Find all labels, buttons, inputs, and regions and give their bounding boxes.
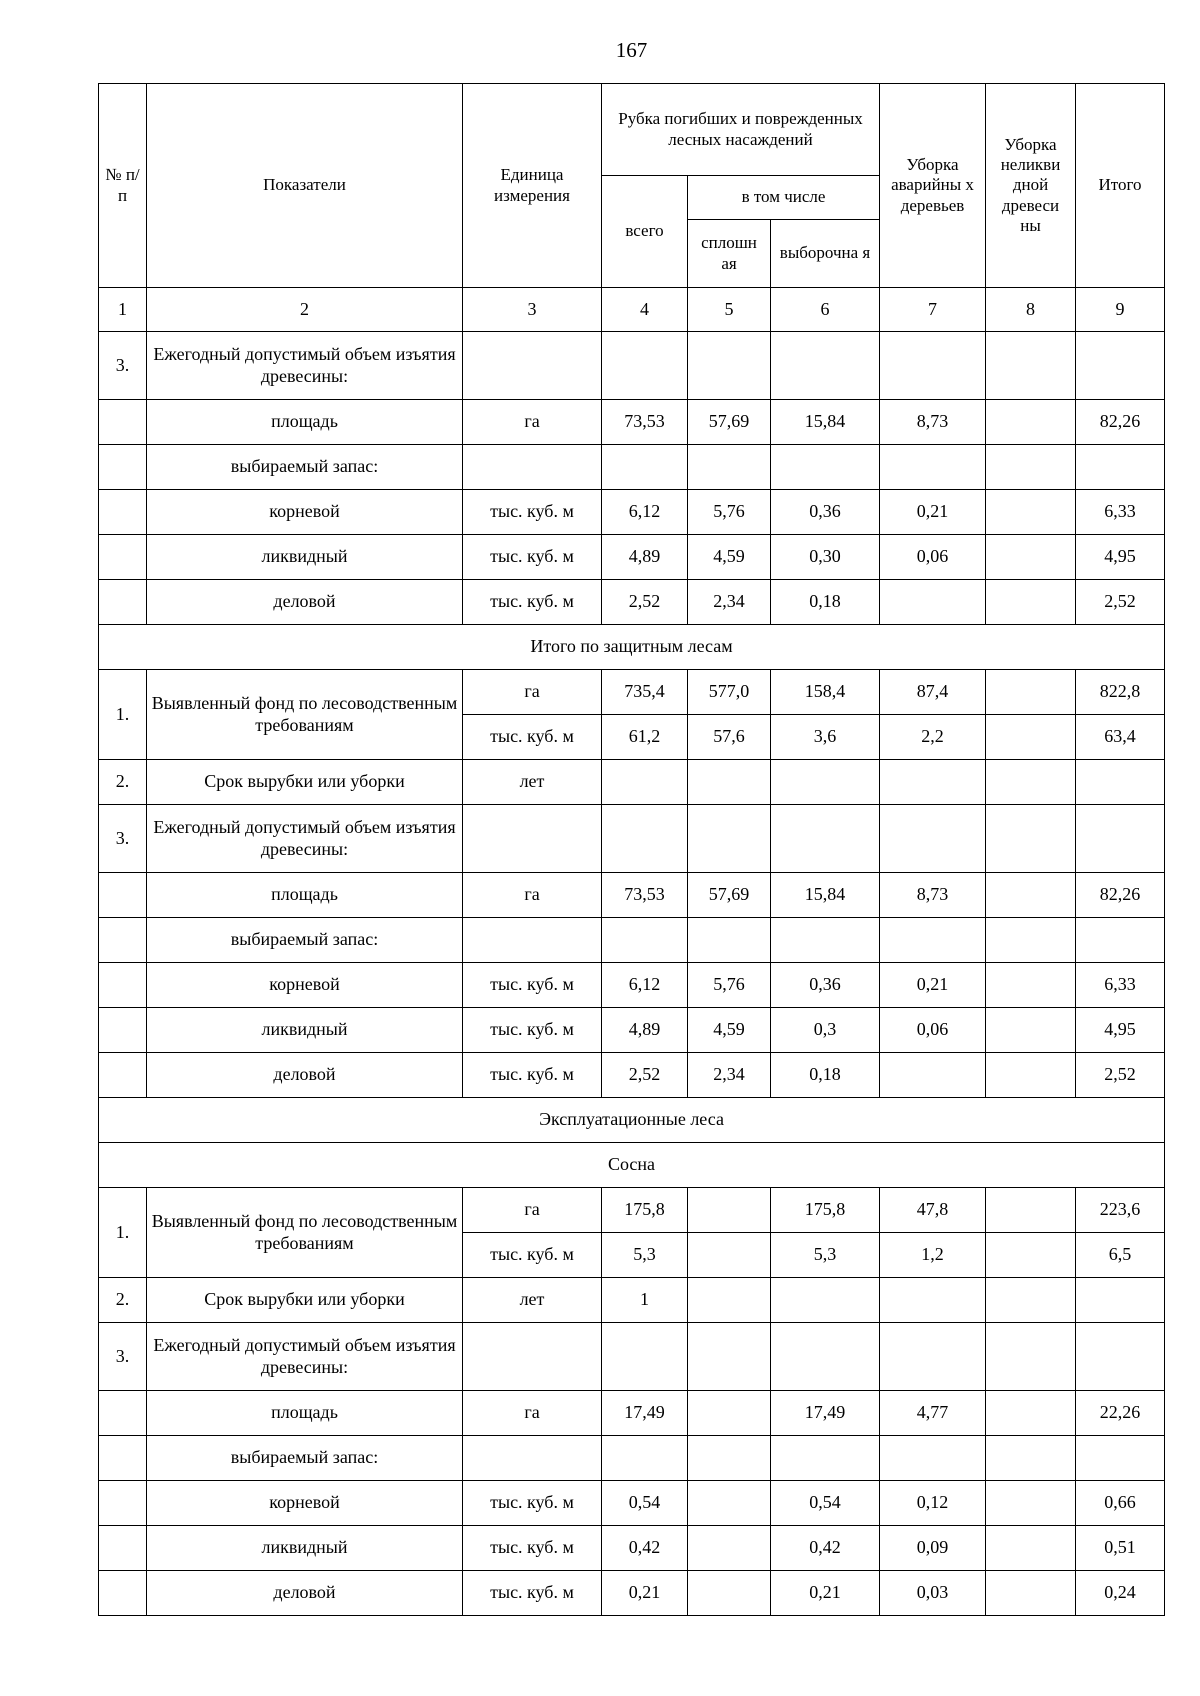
value-emergency: 0,21 <box>880 963 986 1008</box>
table-row <box>99 670 1165 715</box>
value-total: 17,49 <box>602 1391 688 1436</box>
row-number: 1. <box>99 670 147 760</box>
row-label: Ежегодный допустимый объем изъятия древесины: <box>147 805 463 873</box>
row-label: корневой <box>147 490 463 535</box>
column-number: 6 <box>771 288 880 332</box>
row-number <box>99 400 147 445</box>
value-total <box>602 332 688 400</box>
value-clear <box>688 332 771 400</box>
value-illiquid <box>986 1436 1076 1481</box>
value-illiquid <box>986 1053 1076 1098</box>
row-unit <box>463 1436 602 1481</box>
value-itogo: 822,8 <box>1076 670 1165 715</box>
row-number <box>99 580 147 625</box>
row-label: Ежегодный допустимый объем изъятия древесины: <box>147 1323 463 1391</box>
value-illiquid <box>986 1481 1076 1526</box>
value-clear <box>688 1233 771 1278</box>
row-unit <box>463 445 602 490</box>
value-selective: 175,8 <box>771 1188 880 1233</box>
value-selective <box>771 760 880 805</box>
row-number: 3. <box>99 805 147 873</box>
row-unit: тыс. куб. м <box>463 1481 602 1526</box>
column-number: 4 <box>602 288 688 332</box>
value-illiquid <box>986 445 1076 490</box>
value-emergency: 0,06 <box>880 535 986 580</box>
table-row <box>99 490 1165 535</box>
row-label: выбираемый запас: <box>147 918 463 963</box>
column-number: 8 <box>986 288 1076 332</box>
value-itogo <box>1076 805 1165 873</box>
value-total <box>602 1436 688 1481</box>
value-itogo <box>1076 918 1165 963</box>
header-felling: Рубка погибших и поврежденных лесных насаждений <box>602 84 880 176</box>
row-label: ликвидный <box>147 1526 463 1571</box>
value-clear: 2,34 <box>688 1053 771 1098</box>
row-label: ликвидный <box>147 1008 463 1053</box>
value-emergency <box>880 445 986 490</box>
row-number <box>99 1571 147 1616</box>
value-total: 735,4 <box>602 670 688 715</box>
value-itogo: 6,33 <box>1076 490 1165 535</box>
value-illiquid <box>986 332 1076 400</box>
row-number <box>99 490 147 535</box>
row-unit: лет <box>463 760 602 805</box>
value-itogo: 223,6 <box>1076 1188 1165 1233</box>
value-itogo <box>1076 1436 1165 1481</box>
row-unit: тыс. куб. м <box>463 963 602 1008</box>
value-clear: 57,6 <box>688 715 771 760</box>
value-itogo: 22,26 <box>1076 1391 1165 1436</box>
row-unit <box>463 918 602 963</box>
table-row <box>99 400 1165 445</box>
value-illiquid <box>986 1188 1076 1233</box>
value-emergency <box>880 760 986 805</box>
value-clear <box>688 445 771 490</box>
row-unit: тыс. куб. м <box>463 535 602 580</box>
value-illiquid <box>986 1526 1076 1571</box>
table-row <box>99 332 1165 400</box>
table-row <box>99 1323 1165 1391</box>
forest-table <box>98 83 1165 1616</box>
row-unit: тыс. куб. м <box>463 1571 602 1616</box>
value-emergency: 0,06 <box>880 1008 986 1053</box>
column-number: 2 <box>147 288 463 332</box>
header-unit: Единица измерения <box>463 84 602 288</box>
row-unit: тыс. куб. м <box>463 1008 602 1053</box>
row-number <box>99 963 147 1008</box>
value-clear: 4,59 <box>688 1008 771 1053</box>
header-total-felling: всего <box>602 176 688 288</box>
row-number <box>99 918 147 963</box>
value-illiquid <box>986 1323 1076 1391</box>
row-label: Ежегодный допустимый объем изъятия древесины: <box>147 332 463 400</box>
row-unit: тыс. куб. м <box>463 1053 602 1098</box>
row-unit: тыс. куб. м <box>463 715 602 760</box>
header-emergency: Уборка аварийны х деревьев <box>880 84 986 288</box>
value-emergency: 87,4 <box>880 670 986 715</box>
value-clear <box>688 1391 771 1436</box>
value-selective: 0,42 <box>771 1526 880 1571</box>
value-emergency: 47,8 <box>880 1188 986 1233</box>
value-selective: 5,3 <box>771 1233 880 1278</box>
value-emergency: 0,03 <box>880 1571 986 1616</box>
value-selective <box>771 1323 880 1391</box>
value-itogo <box>1076 332 1165 400</box>
table-row <box>99 1481 1165 1526</box>
value-clear <box>688 760 771 805</box>
value-emergency <box>880 1323 986 1391</box>
header-itogo: Итого <box>1076 84 1165 288</box>
row-number <box>99 1008 147 1053</box>
row-unit: га <box>463 400 602 445</box>
value-emergency <box>880 1278 986 1323</box>
row-unit: га <box>463 1188 602 1233</box>
value-clear: 57,69 <box>688 873 771 918</box>
value-selective: 0,54 <box>771 1481 880 1526</box>
page-number: 167 <box>615 38 648 62</box>
row-label: корневой <box>147 963 463 1008</box>
value-total: 1 <box>602 1278 688 1323</box>
value-itogo <box>1076 445 1165 490</box>
value-selective: 158,4 <box>771 670 880 715</box>
value-itogo: 2,52 <box>1076 1053 1165 1098</box>
value-clear <box>688 918 771 963</box>
value-emergency: 0,09 <box>880 1526 986 1571</box>
value-itogo: 0,51 <box>1076 1526 1165 1571</box>
value-selective: 17,49 <box>771 1391 880 1436</box>
value-clear: 5,76 <box>688 490 771 535</box>
row-label: Срок вырубки или уборки <box>147 760 463 805</box>
section-title: Итого по защитным лесам <box>99 625 1165 670</box>
value-illiquid <box>986 805 1076 873</box>
table-row <box>99 580 1165 625</box>
row-label: Срок вырубки или уборки <box>147 1278 463 1323</box>
column-number: 7 <box>880 288 986 332</box>
value-clear: 57,69 <box>688 400 771 445</box>
value-selective <box>771 805 880 873</box>
value-selective: 0,18 <box>771 580 880 625</box>
row-number <box>99 1436 147 1481</box>
value-clear: 5,76 <box>688 963 771 1008</box>
row-label: площадь <box>147 400 463 445</box>
row-label: деловой <box>147 580 463 625</box>
value-emergency <box>880 805 986 873</box>
value-itogo: 4,95 <box>1076 535 1165 580</box>
value-illiquid <box>986 873 1076 918</box>
value-selective <box>771 918 880 963</box>
row-label: площадь <box>147 1391 463 1436</box>
value-itogo: 0,66 <box>1076 1481 1165 1526</box>
row-label: корневой <box>147 1481 463 1526</box>
value-illiquid <box>986 963 1076 1008</box>
value-selective: 3,6 <box>771 715 880 760</box>
row-number <box>99 445 147 490</box>
value-clear: 4,59 <box>688 535 771 580</box>
value-total <box>602 918 688 963</box>
value-total: 61,2 <box>602 715 688 760</box>
value-illiquid <box>986 1391 1076 1436</box>
value-illiquid <box>986 1008 1076 1053</box>
value-clear <box>688 1436 771 1481</box>
value-selective: 0,30 <box>771 535 880 580</box>
value-selective <box>771 332 880 400</box>
row-label: ликвидный <box>147 535 463 580</box>
value-total: 0,21 <box>602 1571 688 1616</box>
value-illiquid <box>986 1233 1076 1278</box>
row-number <box>99 1526 147 1571</box>
value-selective: 0,18 <box>771 1053 880 1098</box>
section-row <box>99 625 1165 670</box>
header-clear: сплошн ая <box>688 220 771 288</box>
value-selective: 0,21 <box>771 1571 880 1616</box>
value-itogo: 2,52 <box>1076 580 1165 625</box>
value-illiquid <box>986 1278 1076 1323</box>
table-row <box>99 1278 1165 1323</box>
row-label: площадь <box>147 873 463 918</box>
value-clear <box>688 805 771 873</box>
value-total: 73,53 <box>602 873 688 918</box>
value-total: 6,12 <box>602 963 688 1008</box>
value-itogo: 6,33 <box>1076 963 1165 1008</box>
value-total: 175,8 <box>602 1188 688 1233</box>
value-illiquid <box>986 400 1076 445</box>
value-clear <box>688 1188 771 1233</box>
table-row <box>99 963 1165 1008</box>
row-label: деловой <box>147 1053 463 1098</box>
value-itogo: 63,4 <box>1076 715 1165 760</box>
row-number: 3. <box>99 1323 147 1391</box>
value-clear: 577,0 <box>688 670 771 715</box>
table-row <box>99 445 1165 490</box>
value-total <box>602 1323 688 1391</box>
value-clear <box>688 1571 771 1616</box>
value-total <box>602 760 688 805</box>
row-number: 2. <box>99 1278 147 1323</box>
value-itogo <box>1076 1323 1165 1391</box>
column-number: 9 <box>1076 288 1165 332</box>
value-emergency: 1,2 <box>880 1233 986 1278</box>
value-selective: 0,36 <box>771 963 880 1008</box>
table-row <box>99 1571 1165 1616</box>
value-clear <box>688 1481 771 1526</box>
row-label: Выявленный фонд по лесоводственным требованиям <box>147 1188 463 1278</box>
table-row <box>99 873 1165 918</box>
row-label: выбираемый запас: <box>147 445 463 490</box>
table-row <box>99 1053 1165 1098</box>
value-clear: 2,34 <box>688 580 771 625</box>
value-total <box>602 445 688 490</box>
row-unit: тыс. куб. м <box>463 490 602 535</box>
value-total <box>602 805 688 873</box>
row-unit: лет <box>463 1278 602 1323</box>
row-unit: га <box>463 1391 602 1436</box>
row-unit <box>463 1323 602 1391</box>
value-selective <box>771 1278 880 1323</box>
value-selective: 15,84 <box>771 400 880 445</box>
row-unit: тыс. куб. м <box>463 1526 602 1571</box>
row-number <box>99 1053 147 1098</box>
row-label: деловой <box>147 1571 463 1616</box>
table-row <box>99 918 1165 963</box>
row-unit <box>463 332 602 400</box>
value-illiquid <box>986 760 1076 805</box>
value-emergency: 0,21 <box>880 490 986 535</box>
value-total: 2,52 <box>602 580 688 625</box>
value-itogo: 4,95 <box>1076 1008 1165 1053</box>
value-illiquid <box>986 670 1076 715</box>
row-number <box>99 873 147 918</box>
value-total: 5,3 <box>602 1233 688 1278</box>
column-number: 5 <box>688 288 771 332</box>
header-selective: выборочна я <box>771 220 880 288</box>
value-emergency: 4,77 <box>880 1391 986 1436</box>
header-including: в том числе <box>688 176 880 220</box>
section-row <box>99 1143 1165 1188</box>
column-number: 3 <box>463 288 602 332</box>
header-illiquid: Уборка неликви дной древеси ны <box>986 84 1076 288</box>
header-indicators: Показатели <box>147 84 463 288</box>
row-label: выбираемый запас: <box>147 1436 463 1481</box>
value-total: 4,89 <box>602 535 688 580</box>
value-emergency <box>880 918 986 963</box>
value-itogo: 82,26 <box>1076 873 1165 918</box>
value-clear <box>688 1526 771 1571</box>
value-illiquid <box>986 918 1076 963</box>
value-total: 73,53 <box>602 400 688 445</box>
row-unit: тыс. куб. м <box>463 580 602 625</box>
row-label: Выявленный фонд по лесоводственным требованиям <box>147 670 463 760</box>
value-itogo <box>1076 1278 1165 1323</box>
row-number: 2. <box>99 760 147 805</box>
value-illiquid <box>986 1571 1076 1616</box>
table-row <box>99 1436 1165 1481</box>
table-row <box>99 1008 1165 1053</box>
value-total: 2,52 <box>602 1053 688 1098</box>
value-clear <box>688 1323 771 1391</box>
section-title: Эксплуатационные леса <box>99 1098 1165 1143</box>
value-itogo: 82,26 <box>1076 400 1165 445</box>
value-illiquid <box>986 490 1076 535</box>
row-unit <box>463 805 602 873</box>
value-itogo: 6,5 <box>1076 1233 1165 1278</box>
section-row <box>99 1098 1165 1143</box>
row-number: 3. <box>99 332 147 400</box>
section-title: Сосна <box>99 1143 1165 1188</box>
value-emergency <box>880 1436 986 1481</box>
value-emergency: 2,2 <box>880 715 986 760</box>
table-row <box>99 1391 1165 1436</box>
table-row <box>99 1188 1165 1233</box>
value-selective <box>771 445 880 490</box>
value-emergency <box>880 580 986 625</box>
table-row <box>99 1526 1165 1571</box>
table-body <box>99 332 1165 1616</box>
row-unit: тыс. куб. м <box>463 1233 602 1278</box>
table-row <box>99 535 1165 580</box>
row-unit: га <box>463 670 602 715</box>
value-illiquid <box>986 715 1076 760</box>
value-selective: 15,84 <box>771 873 880 918</box>
value-total: 4,89 <box>602 1008 688 1053</box>
value-illiquid <box>986 580 1076 625</box>
row-number <box>99 535 147 580</box>
value-selective <box>771 1436 880 1481</box>
value-emergency <box>880 1053 986 1098</box>
value-selective: 0,3 <box>771 1008 880 1053</box>
value-emergency: 8,73 <box>880 400 986 445</box>
row-number <box>99 1391 147 1436</box>
value-emergency: 8,73 <box>880 873 986 918</box>
value-itogo: 0,24 <box>1076 1571 1165 1616</box>
value-illiquid <box>986 535 1076 580</box>
value-total: 0,54 <box>602 1481 688 1526</box>
value-itogo <box>1076 760 1165 805</box>
value-total: 0,42 <box>602 1526 688 1571</box>
row-unit: га <box>463 873 602 918</box>
table-row <box>99 760 1165 805</box>
table-row <box>99 805 1165 873</box>
value-emergency <box>880 332 986 400</box>
value-emergency: 0,12 <box>880 1481 986 1526</box>
column-number: 1 <box>99 288 147 332</box>
row-number <box>99 1481 147 1526</box>
row-number: 1. <box>99 1188 147 1278</box>
value-clear <box>688 1278 771 1323</box>
value-total: 6,12 <box>602 490 688 535</box>
header-no: № п/п <box>99 84 147 288</box>
value-selective: 0,36 <box>771 490 880 535</box>
column-numbers-row <box>99 288 1165 332</box>
